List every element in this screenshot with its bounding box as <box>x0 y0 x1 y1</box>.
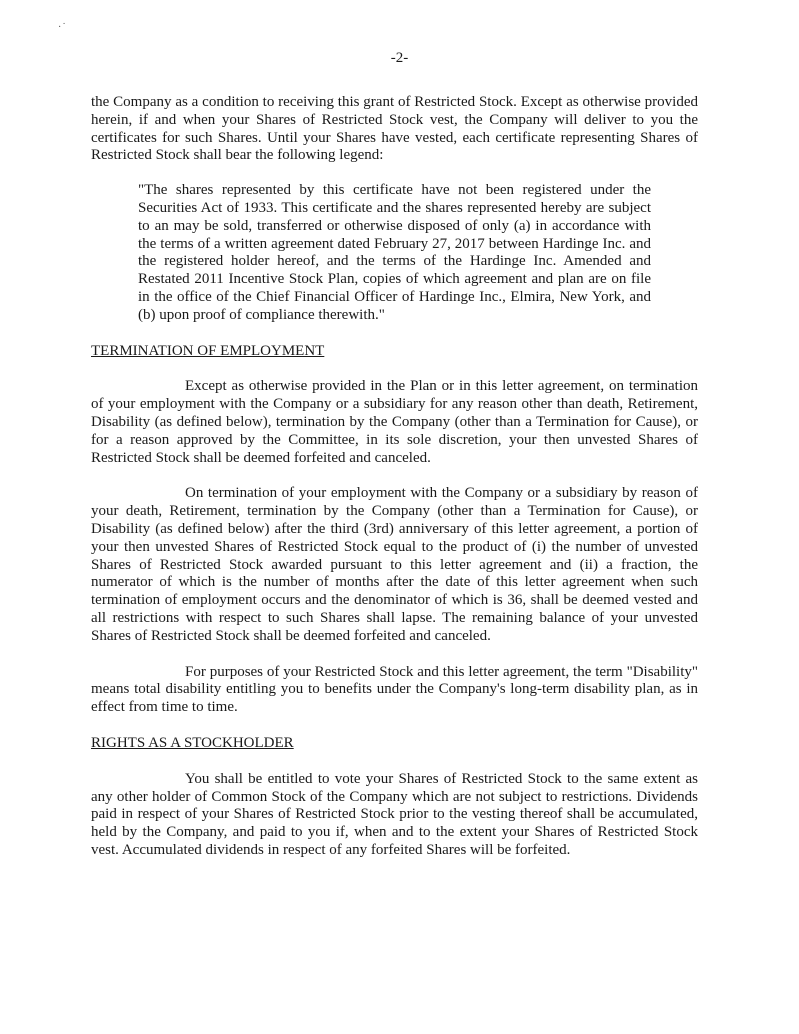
continuation-paragraph: the Company as a condition to receiving this grant of Restricted Stock. Except as otherwise provided herein, if and when your Shares of Restricted Stock vest, the Company will deliver to you the certificates for such Shares. Until your Shares have vested, each certificate representing Shares of Restricted Stock shall bear the following legend: <box>91 94 698 164</box>
document-body <box>91 94 698 878</box>
termination-paragraph-1: Except as otherwise provided in the Plan or in this letter agreement, on termination of your employment with the Company or a subsidiary for any reason other than death, Retirement, Disability (as defined below), termination by the Company (other than a Termination for Cause), or for a reason approved by the Committee, in its sole discretion, your then unvested Shares of Restricted Stock shall be deemed forfeited and canceled. <box>91 378 698 466</box>
termination-paragraph-2: On termination of your employment with the Company or a subsidiary by reason of your death, Retirement, termination by the Company (other than a Termination for Cause), or Disability (as defined below) after the third (3rd) anniversary of this letter agreement, a portion of your then unvested Shares of Restricted Stock equal to the product of (i) the number of unvested Shares of Restricted Stock awarded pursuant to this letter agreement and (ii) a fraction, the numerator of which is the number of months after the date of this letter agreement when such termination of employment occurs and the denominator of which is 36, shall be deemed vested and all restrictions with respect to such Shares shall lapse. The remaining balance of your unvested Shares of Restricted Stock shall be deemed forfeited and canceled. <box>91 485 698 644</box>
rights-heading: RIGHTS AS A STOCKHOLDER <box>91 734 294 751</box>
certificate-legend-quote: "The shares represented by this certificate have not been registered under the Securities Act of 1933. This certificate and the shares represented hereby are subject to an may be sold, transferred or otherwise disposed of only (a) in accordance with the terms of a written agreement dated February 27, 2017 between Hardinge Inc. and the registered holder hereof, and the terms of the Hardinge Inc. Amended and Restated 2011 Incentive Stock Plan, copies of which agreement and plan are on file in the office of the Chief Financial Officer of Hardinge Inc., Elmira, New York, and (b) upon proof of compliance therewith." <box>138 182 651 323</box>
termination-heading: TERMINATION OF EMPLOYMENT <box>91 342 325 359</box>
page-number: -2- <box>390 50 409 66</box>
rights-paragraph: You shall be entitled to vote your Shares of Restricted Stock to the same extent as any other holder of Common Stock of the Company which are not subject to restrictions. Dividends paid in respect of your Shares of Restricted Stock prior to the vesting thereof shall be accumulated, held by the Company, and paid to you if, when and to the extent your Shares of Restricted Stock vest. Accumulated dividends in respect of any forfeited Shares will be forfeited. <box>91 770 698 858</box>
scan-artifact: ·˙ <box>58 22 67 33</box>
disability-definition-paragraph: For purposes of your Restricted Stock and this letter agreement, the term "Disability" means total disability entitling you to benefits under the Company's long-term disability plan, as in effect from time to time. <box>91 663 698 716</box>
